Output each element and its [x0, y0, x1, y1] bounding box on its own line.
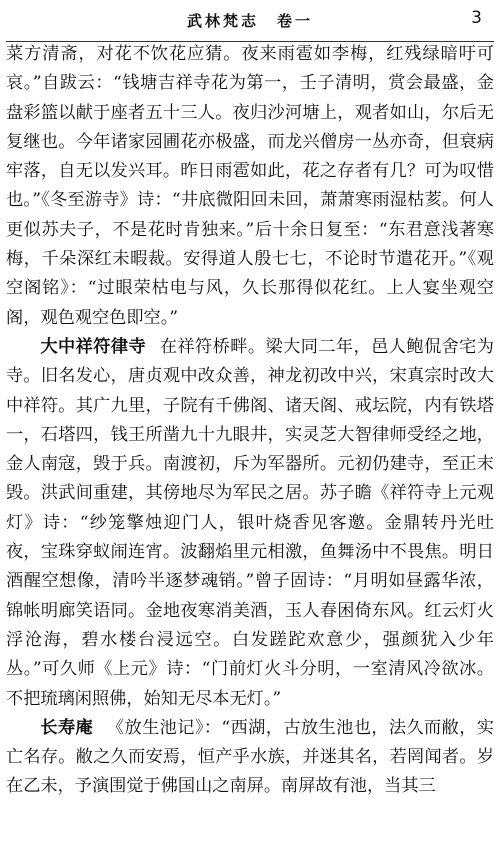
running-header [0, 8, 500, 38]
entry-title: 大中祥符律寺 [40, 336, 147, 357]
paragraph-text: 《放生池记》：“西湖，古放生池也，法久而敝，实亡名存。敝之久而安焉，恒产乎水族，并迷其名，若罔闻者。岁在乙未，予演围觉于佛国山之南屏。南屏故有池，当其三 [6, 717, 494, 797]
paragraph-text: 在祥符桥畔。梁大同二年，邑人鲍侃舍宅为寺。旧名发心，唐贞观中改众善，神龙初改中兴，宋真宗时改大中祥符。其广九里，子院有千佛阁、诸天阁、戒坛院，内有铁塔一，石塔四，钱王所凿九十九眼井，实灵芝大智律师受经之地，金人南寇，毁于兵。南渡初，斥为军器所。元初仍建寺，至正末毁。洪武间重建，其傍地尽为军民之居。苏子瞻《祥符寺上元观灯》诗：“纱笼擎烛迎门人，银叶烧香见客邀。金鼎转丹光吐夜，宝珠穿蚁闹连宵。波翻焰里元相激，鱼舞汤中不畏焦。明日酒醒空想像，清吟半逐梦魂销。”曾子固诗：“月明如昼露华浓，锦帐明廊笑语同。金地夜寒消美酒，玉人春困倚东风。红云灯火浮沧海，碧水楼台浸远空。白发蹉跎欢意少，强颜犹入少年丛。”可久师《上元》诗：“门前灯火斗分明，一室清风冷欲冰。不把琉璃闲照佛，始知无尽本无灯。” [6, 336, 494, 709]
paragraph-text: 菜方清斋，对花不饮花应猜。夜来雨雹如李梅，红残绿暗吁可哀。”自跋云：“钱塘吉祥寺花为第一，壬子清明，赏会最盛，金盘彩篮以献于座者五十三人。夜归沙河塘上，观者如山，尔后无复继也。今年诸家园圃花亦极盛，而龙兴僧房一丛亦奇，但衰病牢落，自无以发兴耳。昨日雨雹如此，花之存者有几？可为叹惜也。”《冬至游寺》诗：“井底微阳回未回，萧萧寒雨湿枯荄。何人更似苏夫子，不是花时肯独来。”后十余日复至：“东君意浅著寒梅，千朵深红未暇裁。安得道人殷七七，不论时节遣花开。”《观空阁铭》：“过眼荣枯电与风，久长那得似花红。上人宴坐观空阁，观色观空色即空。” [6, 44, 494, 328]
page-number: 3 [471, 8, 482, 28]
entry-dazhong-xiangfu-temple [6, 333, 494, 714]
body-text [6, 40, 494, 802]
book-title: 武林梵志 卷一 [186, 12, 313, 30]
entry-title: 长寿庵 [40, 717, 94, 738]
entry-changshou-nunnery [6, 714, 494, 802]
paragraph-continuation [6, 40, 494, 333]
